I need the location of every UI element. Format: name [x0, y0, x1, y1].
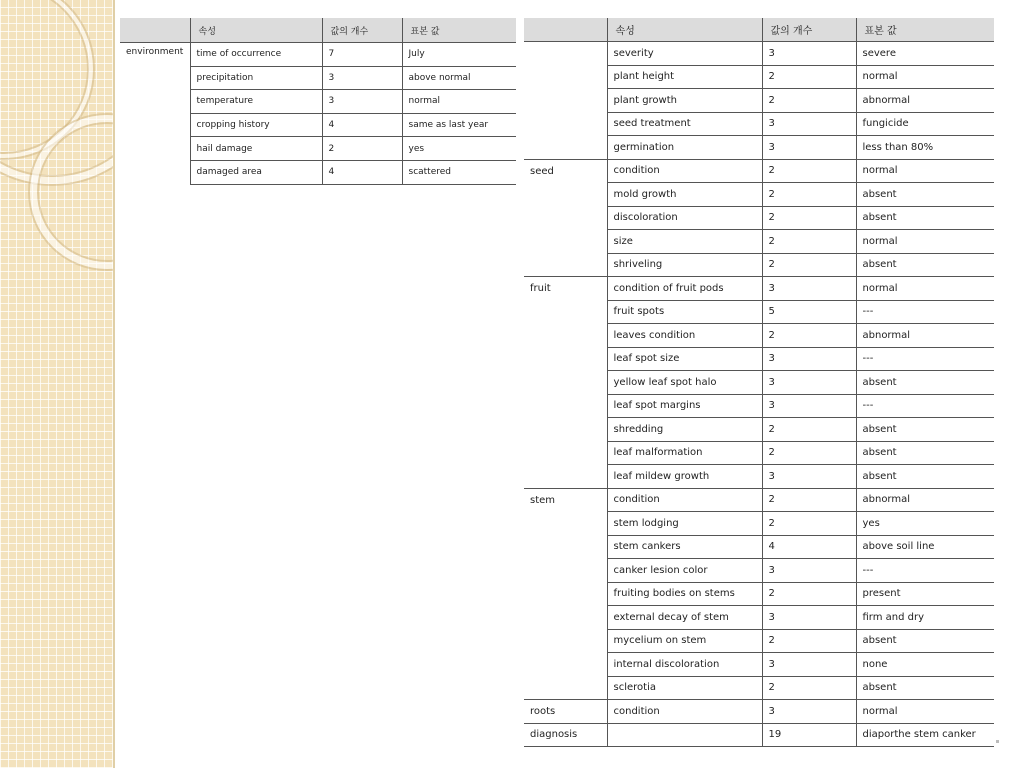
- attribute-cell: leaf malformation: [607, 441, 762, 465]
- table-row: [120, 43, 516, 67]
- count-cell: 2: [762, 253, 856, 277]
- group-cell: stem: [530, 494, 556, 506]
- count-cell: 3: [762, 394, 856, 418]
- count-cell: 4: [322, 160, 402, 184]
- attribute-cell: leaves condition: [607, 324, 762, 348]
- table-row: [524, 347, 994, 371]
- sample-cell: firm and dry: [856, 606, 994, 630]
- count-cell: 19: [762, 723, 856, 747]
- sample-cell: same as last year: [402, 113, 516, 137]
- environment-attribute-table: [120, 18, 516, 185]
- table-row: [524, 582, 994, 606]
- sample-cell: ---: [856, 300, 994, 324]
- table-row: [524, 606, 994, 630]
- sample-cell: absent: [856, 206, 994, 230]
- group-cell: seed: [530, 165, 554, 177]
- table-row: [524, 136, 994, 160]
- count-cell: 2: [762, 676, 856, 700]
- sample-cell: yes: [402, 137, 516, 161]
- sample-cell: diaporthe stem canker: [856, 723, 994, 747]
- attribute-cell: precipitation: [190, 66, 322, 90]
- count-cell: 2: [762, 159, 856, 183]
- sample-cell: abnormal: [856, 488, 994, 512]
- group-cell: [524, 512, 607, 536]
- group-cell: [524, 629, 607, 653]
- table-row: [524, 441, 994, 465]
- attribute-cell: condition of fruit pods: [607, 277, 762, 301]
- table-row: [524, 42, 994, 66]
- attribute-cell: fruiting bodies on stems: [607, 582, 762, 606]
- count-cell: 3: [762, 653, 856, 677]
- table-row: [524, 324, 994, 348]
- group-cell: [524, 65, 607, 89]
- sample-cell: absent: [856, 676, 994, 700]
- count-cell: 2: [762, 512, 856, 536]
- count-cell: 3: [762, 606, 856, 630]
- count-cell: 3: [762, 347, 856, 371]
- count-cell: 2: [762, 582, 856, 606]
- group-cell: [524, 347, 607, 371]
- attribute-cell: damaged area: [190, 160, 322, 184]
- count-cell: 3: [322, 90, 402, 114]
- count-cell: 5: [762, 300, 856, 324]
- table-row: [524, 277, 994, 301]
- table-row: [524, 629, 994, 653]
- table-row: [524, 112, 994, 136]
- group-cell: [524, 394, 607, 418]
- attribute-cell: discoloration: [607, 206, 762, 230]
- table-row: [524, 512, 994, 536]
- table-row: [524, 253, 994, 277]
- group-cell: [524, 230, 607, 254]
- group-cell: roots: [524, 700, 607, 724]
- header-count: 값의 개수: [762, 18, 856, 42]
- count-cell: 2: [762, 418, 856, 442]
- attribute-cell: internal discoloration: [607, 653, 762, 677]
- table-header-row: [524, 18, 994, 42]
- sample-cell: fungicide: [856, 112, 994, 136]
- group-cell: [524, 206, 607, 230]
- group-cell: environment: [126, 47, 184, 57]
- header-group: [120, 18, 190, 43]
- group-cell: [524, 535, 607, 559]
- attribute-cell: leaf mildew growth: [607, 465, 762, 489]
- sample-cell: normal: [856, 277, 994, 301]
- sample-cell: above soil line: [856, 535, 994, 559]
- attribute-cell: canker lesion color: [607, 559, 762, 583]
- table-row: [524, 723, 994, 747]
- decorative-sidebar: [0, 0, 113, 768]
- attribute-cell: [607, 723, 762, 747]
- table-row: [524, 535, 994, 559]
- count-cell: 2: [762, 65, 856, 89]
- attribute-cell: mycelium on stem: [607, 629, 762, 653]
- group-cell: [524, 676, 607, 700]
- attribute-cell: plant growth: [607, 89, 762, 113]
- sample-cell: absent: [856, 253, 994, 277]
- table-row: [524, 676, 994, 700]
- attribute-cell: cropping history: [190, 113, 322, 137]
- table-row: [524, 559, 994, 583]
- attribute-cell: leaf spot margins: [607, 394, 762, 418]
- group-cell: [524, 582, 607, 606]
- group-cell: [524, 300, 607, 324]
- group-cell: [524, 418, 607, 442]
- attribute-cell: yellow leaf spot halo: [607, 371, 762, 395]
- count-cell: 3: [762, 277, 856, 301]
- table-row: [524, 159, 994, 183]
- sample-cell: absent: [856, 371, 994, 395]
- attribute-cell: stem cankers: [607, 535, 762, 559]
- table-row: [524, 488, 994, 512]
- table-row: [524, 300, 994, 324]
- group-cell: [524, 559, 607, 583]
- count-cell: 2: [762, 183, 856, 207]
- attribute-cell: condition: [607, 159, 762, 183]
- group-cell: [524, 324, 607, 348]
- count-cell: 2: [762, 89, 856, 113]
- group-cell: [524, 653, 607, 677]
- header-count: 값의 개수: [322, 18, 402, 43]
- count-cell: 3: [762, 112, 856, 136]
- group-cell: [524, 183, 607, 207]
- attribute-cell: germination: [607, 136, 762, 160]
- sample-cell: above normal: [402, 66, 516, 90]
- sample-cell: normal: [856, 159, 994, 183]
- header-sample: 표본 값: [856, 18, 994, 42]
- count-cell: 2: [322, 137, 402, 161]
- count-cell: 7: [322, 43, 402, 67]
- sample-cell: absent: [856, 183, 994, 207]
- attribute-cell: shriveling: [607, 253, 762, 277]
- count-cell: 3: [762, 465, 856, 489]
- corner-mark: [996, 740, 999, 743]
- count-cell: 4: [322, 113, 402, 137]
- sample-cell: less than 80%: [856, 136, 994, 160]
- sample-cell: July: [402, 43, 516, 67]
- sample-cell: yes: [856, 512, 994, 536]
- count-cell: 3: [762, 42, 856, 66]
- attribute-cell: stem lodging: [607, 512, 762, 536]
- count-cell: 2: [762, 324, 856, 348]
- attribute-cell: fruit spots: [607, 300, 762, 324]
- plant-attribute-table: [524, 18, 994, 747]
- attribute-cell: condition: [607, 488, 762, 512]
- attribute-cell: hail damage: [190, 137, 322, 161]
- group-cell: [524, 465, 607, 489]
- count-cell: 3: [762, 559, 856, 583]
- count-cell: 2: [762, 441, 856, 465]
- attribute-cell: shredding: [607, 418, 762, 442]
- table-row: [524, 65, 994, 89]
- header-sample: 표본 값: [402, 18, 516, 43]
- sample-cell: normal: [856, 65, 994, 89]
- attribute-cell: temperature: [190, 90, 322, 114]
- table-row: [524, 230, 994, 254]
- table-row: [524, 418, 994, 442]
- group-cell: [524, 441, 607, 465]
- table-row: [524, 465, 994, 489]
- count-cell: 2: [762, 629, 856, 653]
- sample-cell: ---: [856, 394, 994, 418]
- table-row: [524, 89, 994, 113]
- group-cell: [524, 42, 607, 66]
- attribute-cell: leaf spot size: [607, 347, 762, 371]
- count-cell: 3: [762, 371, 856, 395]
- attribute-cell: severity: [607, 42, 762, 66]
- count-cell: 2: [762, 206, 856, 230]
- group-cell: fruit: [530, 283, 551, 294]
- sample-cell: ---: [856, 347, 994, 371]
- count-cell: 3: [762, 136, 856, 160]
- sample-cell: absent: [856, 418, 994, 442]
- attribute-cell: size: [607, 230, 762, 254]
- attribute-cell: sclerotia: [607, 676, 762, 700]
- sample-cell: scattered: [402, 160, 516, 184]
- attribute-cell: external decay of stem: [607, 606, 762, 630]
- table-row: [524, 206, 994, 230]
- group-cell: diagnosis: [524, 723, 607, 747]
- sidebar-edge: [113, 0, 115, 768]
- group-cell: [524, 253, 607, 277]
- sample-cell: abnormal: [856, 324, 994, 348]
- sample-cell: ---: [856, 559, 994, 583]
- attribute-cell: condition: [607, 700, 762, 724]
- table-row: [524, 394, 994, 418]
- sample-cell: none: [856, 653, 994, 677]
- table-header-row: [120, 18, 516, 43]
- sample-cell: normal: [402, 90, 516, 114]
- attribute-cell: plant height: [607, 65, 762, 89]
- sample-cell: present: [856, 582, 994, 606]
- group-cell: [524, 136, 607, 160]
- table-row: [524, 653, 994, 677]
- sample-cell: abnormal: [856, 89, 994, 113]
- header-attribute: 속성: [190, 18, 322, 43]
- table-row: [524, 371, 994, 395]
- count-cell: 3: [762, 700, 856, 724]
- group-cell: [524, 606, 607, 630]
- table-row: [524, 183, 994, 207]
- attribute-cell: time of occurrence: [190, 43, 322, 67]
- table-row: [524, 700, 994, 724]
- header-attribute: 속성: [607, 18, 762, 42]
- attribute-cell: seed treatment: [607, 112, 762, 136]
- group-cell: [524, 89, 607, 113]
- group-cell: [524, 112, 607, 136]
- sample-cell: absent: [856, 441, 994, 465]
- header-group: [524, 18, 607, 42]
- sample-cell: absent: [856, 629, 994, 653]
- group-cell: [524, 371, 607, 395]
- sample-cell: normal: [856, 230, 994, 254]
- count-cell: 2: [762, 488, 856, 512]
- count-cell: 4: [762, 535, 856, 559]
- count-cell: 2: [762, 230, 856, 254]
- attribute-cell: mold growth: [607, 183, 762, 207]
- count-cell: 3: [322, 66, 402, 90]
- sample-cell: normal: [856, 700, 994, 724]
- sample-cell: severe: [856, 42, 994, 66]
- sample-cell: absent: [856, 465, 994, 489]
